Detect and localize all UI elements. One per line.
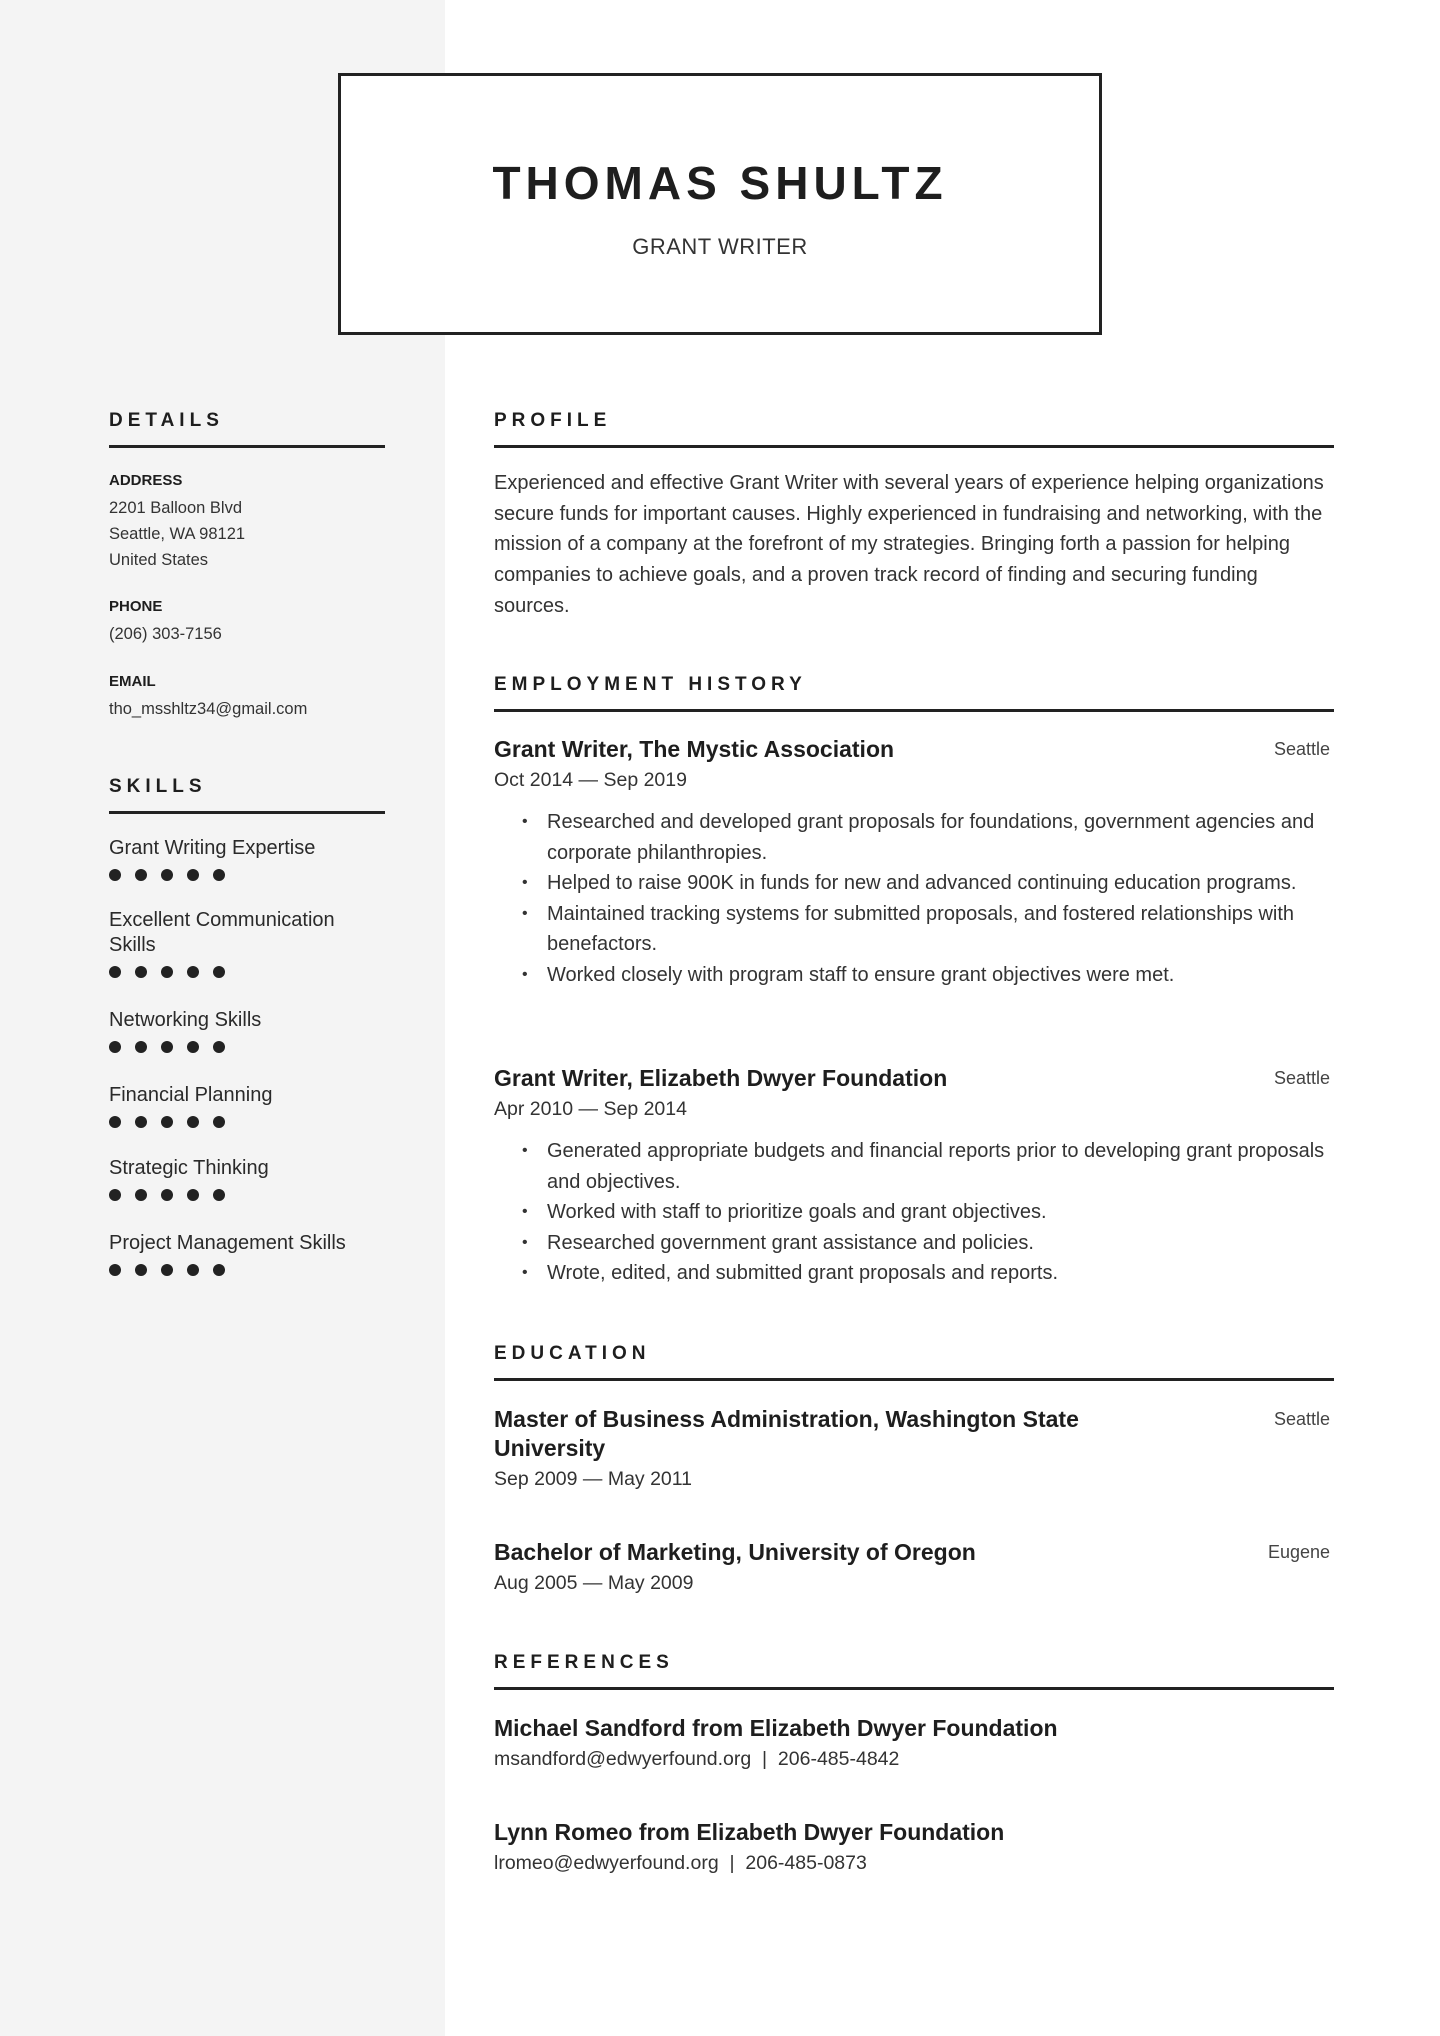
phone-block: [109, 598, 385, 647]
job-bullet: • Maintained tracking systems for submitted proposals, and fostered relationships with benefactors.: [494, 899, 1334, 960]
reference-contact: lromeo@edwyerfound.org | 206-485-0873: [494, 1852, 867, 1874]
job-bullet: • Researched and developed grant proposals for foundations, government agencies and corporate philanthropies.: [494, 807, 1334, 868]
education-title: Master of Business Administration, Washington State University: [494, 1406, 1079, 1461]
job-bullet: • Wrote, edited, and submitted grant proposals and reports.: [494, 1258, 1334, 1289]
skill-level-dots: [109, 1041, 385, 1053]
education-entry: [494, 1405, 1334, 1492]
education-heading: EDUCATION: [494, 1343, 1334, 1381]
job-location: Seattle: [1273, 1068, 1330, 1088]
skill-level-dots: [109, 1189, 385, 1201]
skill-item: [109, 908, 379, 978]
details-section: [109, 410, 385, 448]
job-bullet: • Helped to raise 900K in funds for new and advanced continuing education programs.: [494, 868, 1334, 899]
job-bullet: • Generated appropriate budgets and financial reports prior to developing grant proposals and objectives.: [494, 1136, 1334, 1197]
profile-section: [494, 410, 1334, 448]
education-dates: Aug 2005 — May 2009: [494, 1572, 694, 1594]
job-entry: [494, 735, 1334, 990]
skill-name: Project Management Skills: [109, 1232, 346, 1254]
skills-heading: SKILLS: [109, 776, 385, 814]
email-block: [109, 673, 385, 722]
reference-name: Lynn Romeo from Elizabeth Dwyer Foundation: [494, 1819, 1005, 1845]
education-location: Eugene: [1267, 1542, 1330, 1562]
reference-contact: msandford@edwyerfound.org | 206-485-4842: [494, 1748, 900, 1770]
education-section: [494, 1343, 1334, 1381]
employment-section: [494, 674, 1334, 712]
job-bullets: [494, 1136, 1334, 1289]
job-dates: Oct 2014 — Sep 2019: [494, 769, 687, 791]
employment-heading: EMPLOYMENT HISTORY: [494, 674, 1334, 712]
skill-item: [109, 1083, 385, 1128]
job-bullet: • Worked with staff to prioritize goals and grant objectives.: [494, 1197, 1334, 1228]
job-entry: [494, 1064, 1334, 1289]
job-bullet: • Researched government grant assistance and policies.: [494, 1228, 1334, 1259]
profile-body: [494, 468, 1334, 622]
address-line: Seattle, WA 98121: [109, 525, 246, 543]
email-label: EMAIL: [109, 673, 156, 690]
skill-level-dots: [109, 1116, 385, 1128]
details-heading: DETAILS: [109, 410, 385, 448]
skill-item: [109, 1008, 385, 1053]
skill-item: [109, 1156, 385, 1201]
job-location: Seattle: [1273, 739, 1330, 759]
skill-level-dots: [109, 1264, 409, 1276]
reference-name: Michael Sandford from Elizabeth Dwyer Foundation: [494, 1715, 1058, 1741]
references-heading: REFERENCES: [494, 1652, 1334, 1690]
job-bullets: [494, 807, 1334, 990]
skills-section: [109, 776, 385, 814]
phone-number: (206) 303-7156: [109, 625, 222, 643]
reference-entry: [494, 1714, 1334, 1772]
address-line: 2201 Balloon Blvd: [109, 499, 243, 517]
job-title: Grant Writer, The Mystic Association: [494, 736, 895, 762]
education-entry: [494, 1538, 1334, 1596]
profile-text: Experienced and effective Grant Writer with several years of experience helping organizations secure funds for important causes. Highly experienced in fundraising and networking, with the mission of a company at the forefront of my strategies. Bringing forth a passion for helping companies to achieve goals, and a proven track record of finding and securing funding sources.: [494, 472, 1324, 617]
education-dates: Sep 2009 — May 2011: [494, 1468, 693, 1490]
skill-item: [109, 836, 385, 881]
references-section: [494, 1652, 1334, 1690]
profile-heading: PROFILE: [494, 410, 1334, 448]
email-address: tho_msshltz34@gmail.com: [109, 700, 308, 718]
address-block: [109, 472, 385, 573]
candidate-name: THOMAS SHULTZ: [492, 157, 948, 209]
phone-label: PHONE: [109, 598, 163, 615]
skill-name: Excellent Communication Skills: [109, 909, 335, 956]
address-label: ADDRESS: [109, 472, 183, 489]
skill-name: Grant Writing Expertise: [109, 837, 316, 859]
skill-name: Strategic Thinking: [109, 1157, 269, 1179]
skill-name: Networking Skills: [109, 1009, 262, 1031]
skill-level-dots: [109, 966, 379, 978]
address-line: United States: [109, 551, 209, 569]
job-dates: Apr 2010 — Sep 2014: [494, 1098, 687, 1120]
skill-item: [109, 1231, 409, 1276]
candidate-title: GRANT WRITER: [632, 234, 808, 259]
job-title: Grant Writer, Elizabeth Dwyer Foundation: [494, 1065, 948, 1091]
reference-entry: [494, 1818, 1334, 1876]
name-header-box: [338, 73, 1102, 335]
education-location: Seattle: [1273, 1409, 1330, 1429]
job-bullet: • Worked closely with program staff to ensure grant objectives were met.: [494, 960, 1334, 991]
skill-name: Financial Planning: [109, 1084, 273, 1106]
skill-level-dots: [109, 869, 385, 881]
education-title: Bachelor of Marketing, University of Oregon: [494, 1539, 976, 1565]
